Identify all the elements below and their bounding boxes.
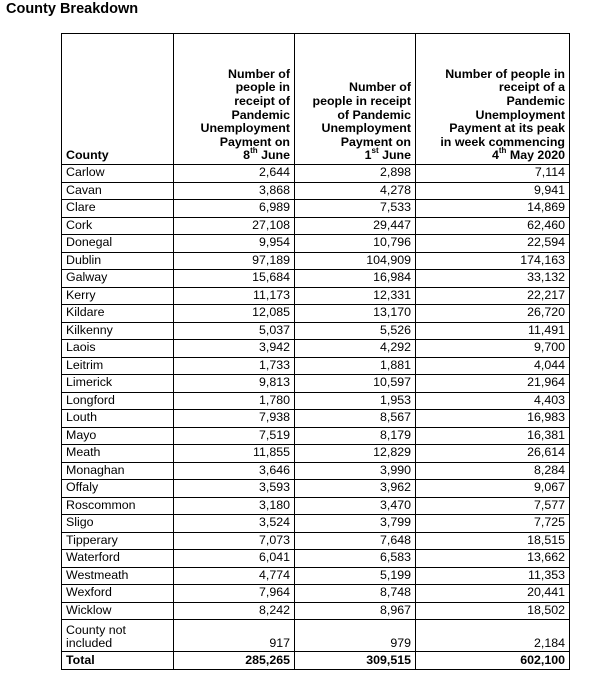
peak-value: 33,132 <box>416 270 570 288</box>
county-name: Monaghan <box>62 462 174 480</box>
peak-value: 21,964 <box>416 375 570 393</box>
peak-value: 174,163 <box>416 252 570 270</box>
june8-value: 917 <box>174 620 295 652</box>
peak-value: 18,502 <box>416 602 570 620</box>
county-name: Donegal <box>62 235 174 253</box>
june8-value: 9,954 <box>174 235 295 253</box>
county-name: Leitrim <box>62 357 174 375</box>
peak-value: 14,869 <box>416 200 570 218</box>
table-row <box>62 270 570 288</box>
june8-value: 6,041 <box>174 550 295 568</box>
header-peak: Number of people in receipt of a Pandemic Unemployment Payment at its peak in week commencing 4th May 2020 <box>416 34 570 165</box>
june1-value: 8,179 <box>295 427 416 445</box>
table-row <box>62 200 570 218</box>
peak-value: 7,114 <box>416 165 570 183</box>
county-name: Dublin <box>62 252 174 270</box>
june8-value: 11,173 <box>174 287 295 305</box>
header-county: County <box>62 34 174 165</box>
county-name: Roscommon <box>62 497 174 515</box>
peak-value: 18,515 <box>416 532 570 550</box>
table-row <box>62 252 570 270</box>
table-row <box>62 585 570 603</box>
june1-value: 6,583 <box>295 550 416 568</box>
june1-value: 3,962 <box>295 480 416 498</box>
june1-value: 2,898 <box>295 165 416 183</box>
header-june1: Number of people in receipt of Pandemic Unemployment Payment on 1st June <box>295 34 416 165</box>
peak-value: 9,700 <box>416 340 570 358</box>
peak-value: 7,577 <box>416 497 570 515</box>
peak-value: 22,217 <box>416 287 570 305</box>
peak-value: 20,441 <box>416 585 570 603</box>
june1-value: 5,526 <box>295 322 416 340</box>
june1-value: 1,953 <box>295 392 416 410</box>
june1-value: 12,829 <box>295 445 416 463</box>
june1-value: 1,881 <box>295 357 416 375</box>
table-row-not-included <box>62 620 570 652</box>
county-name: Tipperary <box>62 532 174 550</box>
table-row <box>62 515 570 533</box>
county-name: Laois <box>62 340 174 358</box>
june1-value: 4,292 <box>295 340 416 358</box>
june8-value: 3,524 <box>174 515 295 533</box>
table-row <box>62 375 570 393</box>
peak-value: 7,725 <box>416 515 570 533</box>
june8-value: 7,938 <box>174 410 295 428</box>
june8-value: 6,989 <box>174 200 295 218</box>
june8-value: 7,964 <box>174 585 295 603</box>
june1-value: 104,909 <box>295 252 416 270</box>
table-row <box>62 392 570 410</box>
june8-value: 11,855 <box>174 445 295 463</box>
june1-value: 5,199 <box>295 567 416 585</box>
june8-value: 4,774 <box>174 567 295 585</box>
table-row <box>62 305 570 323</box>
table-row <box>62 550 570 568</box>
table-row <box>62 165 570 183</box>
table-row <box>62 410 570 428</box>
county-name: Meath <box>62 445 174 463</box>
june8-value: 97,189 <box>174 252 295 270</box>
county-name: Cavan <box>62 182 174 200</box>
table-row <box>62 427 570 445</box>
june1-value: 4,278 <box>295 182 416 200</box>
june1-value: 7,648 <box>295 532 416 550</box>
peak-value: 22,594 <box>416 235 570 253</box>
table-row <box>62 217 570 235</box>
june8-value: 3,180 <box>174 497 295 515</box>
june1-value: 8,967 <box>295 602 416 620</box>
peak-value: 11,491 <box>416 322 570 340</box>
june8-value: 1,733 <box>174 357 295 375</box>
county-name: Kilkenny <box>62 322 174 340</box>
june1-value: 29,447 <box>295 217 416 235</box>
june8-value: 8,242 <box>174 602 295 620</box>
county-name: Offaly <box>62 480 174 498</box>
county-name: Mayo <box>62 427 174 445</box>
table-row <box>62 445 570 463</box>
june8-value: 3,646 <box>174 462 295 480</box>
table-row <box>62 480 570 498</box>
june1-value: 3,470 <box>295 497 416 515</box>
peak-value: 62,460 <box>416 217 570 235</box>
county-name: Sligo <box>62 515 174 533</box>
june1-value: 10,796 <box>295 235 416 253</box>
county-name: Carlow <box>62 165 174 183</box>
june1-value: 10,597 <box>295 375 416 393</box>
peak-value: 11,353 <box>416 567 570 585</box>
table-row <box>62 532 570 550</box>
table-row <box>62 322 570 340</box>
total-label: Total <box>62 652 174 670</box>
total-peak: 602,100 <box>416 652 570 670</box>
county-name: Waterford <box>62 550 174 568</box>
county-name: Kildare <box>62 305 174 323</box>
june8-value: 7,519 <box>174 427 295 445</box>
june8-value: 7,073 <box>174 532 295 550</box>
table-row <box>62 567 570 585</box>
june8-value: 5,037 <box>174 322 295 340</box>
total-june8: 285,265 <box>174 652 295 670</box>
peak-value: 16,381 <box>416 427 570 445</box>
header-june8: Number of people in receipt of Pandemic Unemployment Payment on 8th June <box>174 34 295 165</box>
county-name: Kerry <box>62 287 174 305</box>
county-name: Louth <box>62 410 174 428</box>
table-row <box>62 287 570 305</box>
table-row <box>62 182 570 200</box>
table-row <box>62 602 570 620</box>
june8-value: 2,644 <box>174 165 295 183</box>
peak-value: 4,403 <box>416 392 570 410</box>
june1-value: 3,990 <box>295 462 416 480</box>
county-name: Limerick <box>62 375 174 393</box>
june1-value: 7,533 <box>295 200 416 218</box>
table-header-row <box>62 34 570 165</box>
table-row <box>62 497 570 515</box>
table-row <box>62 235 570 253</box>
june8-value: 3,942 <box>174 340 295 358</box>
june8-value: 12,085 <box>174 305 295 323</box>
table-row <box>62 462 570 480</box>
table-row-total <box>62 652 570 670</box>
peak-value: 2,184 <box>416 620 570 652</box>
june8-value: 3,868 <box>174 182 295 200</box>
june1-value: 3,799 <box>295 515 416 533</box>
peak-value: 9,067 <box>416 480 570 498</box>
total-june1: 309,515 <box>295 652 416 670</box>
table-row <box>62 340 570 358</box>
june1-value: 16,984 <box>295 270 416 288</box>
county-name: Westmeath <box>62 567 174 585</box>
june8-value: 9,813 <box>174 375 295 393</box>
peak-value: 26,614 <box>416 445 570 463</box>
county-name: Wicklow <box>62 602 174 620</box>
county-name: Galway <box>62 270 174 288</box>
county-name: Cork <box>62 217 174 235</box>
june8-value: 15,684 <box>174 270 295 288</box>
june1-value: 13,170 <box>295 305 416 323</box>
peak-value: 16,983 <box>416 410 570 428</box>
june8-value: 27,108 <box>174 217 295 235</box>
peak-value: 13,662 <box>416 550 570 568</box>
june1-value: 12,331 <box>295 287 416 305</box>
june1-value: 8,567 <box>295 410 416 428</box>
june1-value: 8,748 <box>295 585 416 603</box>
county-name: Longford <box>62 392 174 410</box>
page-title: County Breakdown <box>6 1 139 17</box>
june8-value: 1,780 <box>174 392 295 410</box>
peak-value: 9,941 <box>416 182 570 200</box>
county-name: Clare <box>62 200 174 218</box>
peak-value: 26,720 <box>416 305 570 323</box>
county-breakdown-table <box>61 33 570 670</box>
county-not-included-label: County not included <box>62 620 174 652</box>
june8-value: 3,593 <box>174 480 295 498</box>
county-name: Wexford <box>62 585 174 603</box>
table-row <box>62 357 570 375</box>
peak-value: 4,044 <box>416 357 570 375</box>
peak-value: 8,284 <box>416 462 570 480</box>
june1-value: 979 <box>295 620 416 652</box>
